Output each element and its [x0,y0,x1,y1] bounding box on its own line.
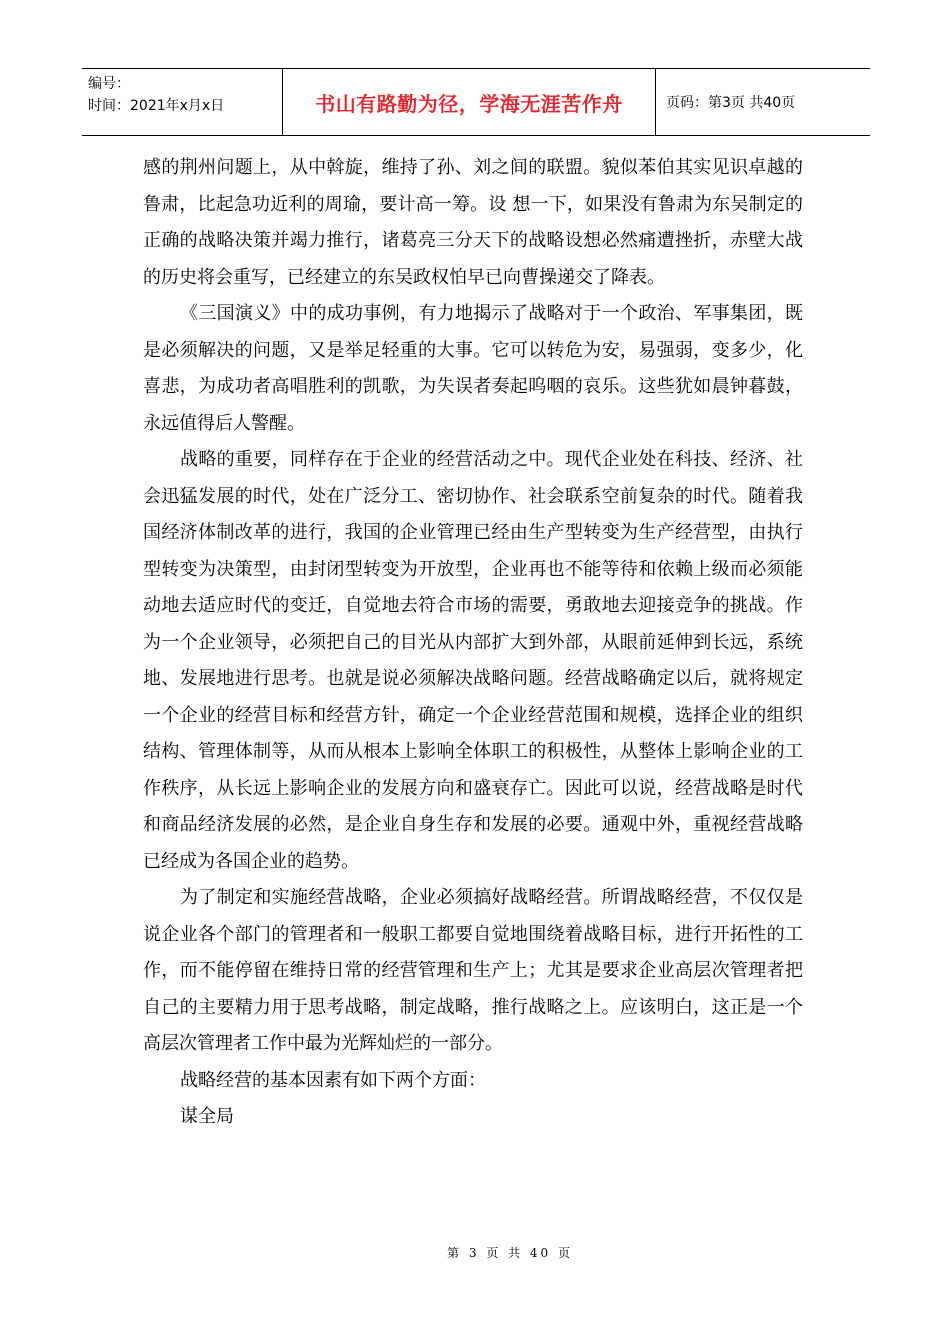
paragraph: 战略的重要，同样存在于企业的经营活动之中。现代企业处在科技、经济、社会迅猛发展的时代，处在广泛分工、密切协作、社会联系空前复杂的时代。随着我国经济体制改革的进行，我国的企业管理已经由生产型转变为生产经营型，由执行型转变为决策型，由封闭型转变为开放型，企业再也不能等待和依赖上级而必须能动地去适应时代的变迁，自觉地去符合市场的需要，勇敢地去迎接竞争的挑战。作为一个企业领导，必须把自己的目光从内部扩大到外部，从眼前延伸到长远，系统地、发展地进行思考。也就是说必须解决战略问题。经营战略确定以后，就将规定一个企业的经营目标和经营方针，确定一个企业经营范围和规模，选择企业的组织结构、管理体制等，从而从根本上影响全体职工的积极性，从整体上影响企业的工作秩序，从长远上影响企业的发展方向和盛衰存亡。因此可以说，经营战略是时代和商品经济发展的必然，是企业自身生存和发展的必要。通观中外，重视经营战略已经成为各国企业的趋势。 [143,449,803,872]
page-header [82,68,870,136]
paragraph: 战略经营的基本因素有如下两个方面： [180,1069,486,1091]
serial-label: 编号： [88,76,130,92]
time-label: 时间：2021年x月x日 [88,98,225,114]
section-heading: 谋全局 [180,1106,234,1127]
header-meta [82,69,282,135]
paragraph: 《三国演义》中的成功事例，有力地揭示了战略对于一个政治、军事集团，既是必须解决的问题，又是举足轻重的大事。它可以转危为安，易强弱，变多少，化喜悲，为成功者高唱胜利的凯歌，为失误者奏起呜咽的哀乐。这些犹如晨钟暮鼓，永远值得后人警醒。 [143,303,803,434]
paragraph: 为了制定和实施经营战略，企业必须搞好战略经营。所谓战略经营，不仅仅是说企业各个部门的管理者和一般职工都要自觉地围绕着战略目标，进行开拓性的工作，而不能停留在维持日常的经营管理和生产上；尤其是要求企业高层次管理者把自己的主要精力用于思考战略，制定战略，推行战略之上。应该明白，这正是一个高层次管理者工作中最为光辉灿烂的一部分。 [143,887,803,1054]
paragraph: 感的荆州问题上，从中斡旋，维持了孙、刘之间的联盟。貌似苯伯其实见识卓越的鲁肃，比起急功近利的周瑜，要计高一筹。设 想一下，如果没有鲁肃为东吴制定的正确的战略决策并竭力推行，诸葛亮三分天下的战略设想必然痛遭挫折，赤壁大战的历史将会重写，已经建立的东吴政权怕早已向曹操递交了降表。 [143,157,803,288]
document-body [143,150,803,1136]
header-motto: 书山有路勤为径，学海无涯苦作舟 [282,69,656,135]
header-page-info: 页码：第3页 共40页 [666,95,796,111]
page-footer: 第 3 页 共 40 页 [447,1246,573,1260]
